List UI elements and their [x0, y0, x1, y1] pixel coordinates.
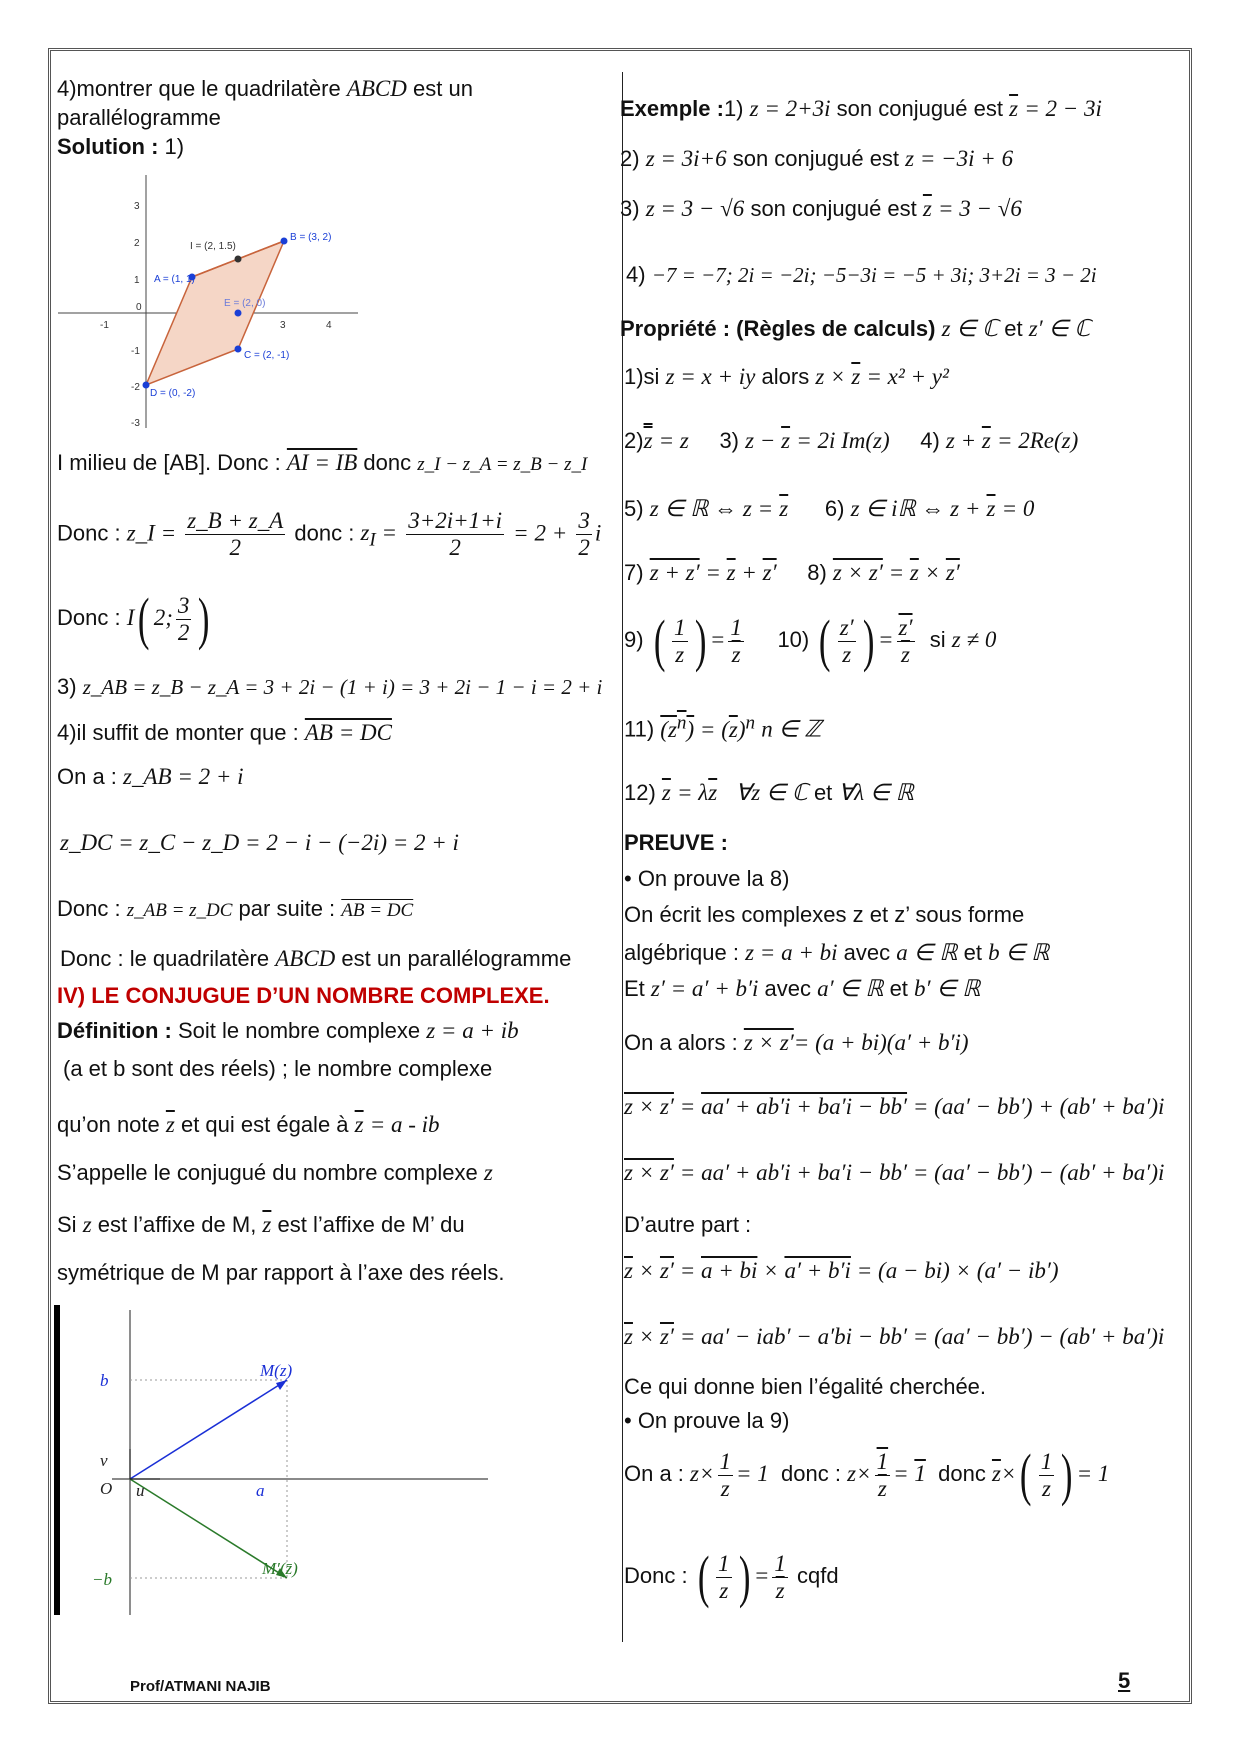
label-neg-b: −b — [92, 1570, 112, 1589]
y-tick: 3 — [134, 201, 140, 212]
proof-9-line: On a : z× $\frac{1}{z}$ = 1 donc : z× $\frac{1}{z}$ = 1 donc $\overline{z}\times$( $\frac{1}{z}$ ) = 1 — [624, 1442, 1110, 1507]
definition: Définition : Soit le nombre complexe z = a + ib — [57, 1018, 519, 1043]
y-tick: 2 — [134, 238, 140, 249]
footer-author: Prof/ATMANI NAJIB — [130, 1678, 271, 1695]
label-d: D = (0, -2) — [150, 388, 196, 399]
example-4: 4) −7 = −7; 2i = −2i; −5−3i = −5 + 3i; 3+2i = 3 − 2i — [626, 262, 1097, 287]
y-tick: -1 — [131, 346, 140, 357]
properties-7-8: 7) $z + z' = \overline{z} + z'$ 8) $z \times z' = \overline{z} \times z'$ — [624, 560, 960, 585]
label-u: u — [136, 1481, 145, 1500]
property-heading: Propriété : (Règles de calculs) z ∈ ℂ et z′ ∈ ℂ — [620, 316, 1091, 341]
solution-heading: Solution : 1) — [57, 134, 185, 159]
label-i: I = (2, 1.5) — [190, 241, 236, 252]
label-origin: O — [100, 1479, 113, 1498]
column-divider — [622, 72, 623, 1642]
proof-text-3: Et z′ = a′ + b′i avec a′ ∈ ℝ et b′ ∈ ℝ — [624, 976, 981, 1001]
x-tick: -1 — [100, 320, 109, 331]
y-tick: -2 — [131, 382, 140, 393]
proof-text-2: algébrique : z = a + bi avec a ∈ ℝ et b ∈ ℝ — [624, 940, 1050, 965]
ce-qui-donne: Ce qui donne bien l’égalité cherchée. — [624, 1374, 987, 1399]
conjugate-figure — [52, 1300, 492, 1620]
properties-2-4: 2)z = z 3) $z - \overline{z} = 2i$ Im(z) 4) $z + \overline{z} = 2Re(z)$ — [624, 428, 1079, 453]
point-e — [235, 310, 242, 317]
proof-8-heading: • On prouve la 8) — [624, 866, 790, 891]
definition-line6: symétrique de M par rapport à l’axe des réels. — [57, 1260, 505, 1285]
preuve-heading: PREUVE : — [624, 830, 728, 855]
label-a: A = (1, 1) — [154, 274, 195, 285]
proof-text-1: On écrit les complexes z et z’ sous forme — [624, 902, 1025, 927]
dautre-part: D’autre part : — [624, 1212, 752, 1237]
x-tick: 4 — [326, 320, 332, 331]
y-tick: -3 — [131, 418, 140, 429]
example-2: 2) z = 3i+6 son conjugué est z = −3i + 6 — [620, 146, 1014, 171]
definition-line3: qu’on note $\overline{z}$ et qui est égale à $\overline{z} = a$ - ib — [57, 1112, 440, 1137]
properties-9-10: 9) ( $\frac{1}{z}$ ) = $\frac{1}{z}$ 10) ( $\frac{z'}{z}$ ) = $\frac{z'}{z}$ si z ≠ 0 — [624, 608, 997, 673]
proof-9-heading: • On prouve la 9) — [624, 1408, 790, 1433]
z-ab-line: On a : z_AB = 2 + i — [57, 764, 244, 789]
label-b: b — [100, 1371, 109, 1390]
property-11: 11) $(z^n) = (\overline{z})^n$ n ∈ ℤ — [624, 712, 822, 742]
definition-line5: Si z est l’affixe de M, $\overline{z}$ est l’affixe de M’ du — [57, 1212, 465, 1237]
proof-line-3: $\overline{z} \times z' = a$ + bi × a′ + b′i = (a − bi) × (a′ − ib′) — [624, 1258, 1059, 1283]
vector-om — [130, 1380, 287, 1479]
label-c: C = (2, -1) — [244, 350, 290, 361]
section-title: IV) LE CONJUGUE D’UN NOMBRE COMPLEXE. — [57, 983, 550, 1008]
question-4: 4)montrer que le quadrilatère ABCD est un — [57, 76, 473, 101]
z-dc-line: z_DC = z_C − z_D = 2 − i − (−2i) = 2 + i — [60, 830, 459, 855]
question-4-line2: parallélogramme — [57, 105, 221, 130]
point-d — [143, 382, 150, 389]
label-v: v — [100, 1451, 108, 1470]
zi-computation: Donc : z_I = $\frac{z\_B + z\_A}{2}$ donc : $z_I$ = $\frac{3+2i+1+i}{2}$ = 2 + $\frac{3}{2}$ i — [57, 508, 602, 560]
proof-line-4: $\overline{z} \times z' = aa' - iab' - a'bi - bb' = (aa' - bb') - (ab' + ba')i$ — [624, 1324, 1165, 1349]
proof-line-1: z × z′ = aa′ + ab′i + ba′i − bb′ = (aa′ − bb′) + (ab′ + ba′)i — [624, 1094, 1165, 1119]
example-1: Exemple :1) z = 2+3i son conjugué est $\overline{z} = 2 - 3i$ — [620, 96, 1102, 121]
property-12: 12) $\overline{z} = \lambda\overline{z}$ ∀z ∈ ℂ et ∀λ ∈ ℝ — [624, 780, 914, 805]
page-number: 5 — [1118, 1668, 1131, 1693]
q3-line: 3) z_AB = z_B − z_A = 3 + 2i − (1 + i) = 3 + 2i − 1 − i = 2 + i — [57, 674, 603, 699]
x-tick: 3 — [280, 320, 286, 331]
parallelogram-graph — [58, 170, 374, 430]
point-b — [281, 238, 288, 245]
properties-5-6: 5) z ∈ ℝ ⇔ $z = \overline{z}$ 6) z ∈ iℝ ⇔ $z + \overline{z} = 0$ — [624, 496, 1035, 521]
proof-line-2: z × z′ = aa′ + ab′i + ba′i − bb′ = (aa′ − bb′) − (ab′ + ba′)i — [624, 1160, 1165, 1185]
point-c — [235, 346, 242, 353]
y-tick: 0 — [136, 302, 142, 313]
definition-line4: S’appelle le conjugué du nombre complexe z — [57, 1160, 493, 1185]
milieu-line: I milieu de [AB]. Donc : AI = IB donc z_I − z_A = z_B − z_I — [57, 450, 588, 475]
property-1: 1)si z = x + iy alors $z \times \overline{z} = x^2 + y^2$ — [624, 364, 949, 389]
label-e: E = (2, 0) — [224, 298, 266, 309]
definition-line2: (a et b sont des réels) ; le nombre complexe — [63, 1056, 493, 1081]
label-b: B = (3, 2) — [290, 232, 332, 243]
proof-alors: On a alors : z × z′= (a + bi)(a′ + b′i) — [624, 1030, 969, 1055]
label-m-prime: M′(z̄) — [262, 1559, 298, 1578]
point-i — [235, 256, 242, 263]
label-a: a — [256, 1481, 265, 1500]
conclusion: Donc : le quadrilatère ABCD est un parallélogramme — [60, 946, 572, 971]
y-tick: 1 — [134, 275, 140, 286]
donc-vec-line: Donc : z_AB = z_DC par suite : AB = DC — [57, 896, 414, 921]
point-i-coords: Donc : I( 2; $\frac{3}{2}$ ) — [57, 586, 210, 651]
label-m: M(z) — [260, 1361, 293, 1380]
example-3: 3) z = 3 − √6 son conjugué est $\overline{z} = 3 - √6$ — [620, 196, 1022, 221]
q4b-line: 4)il suffit de monter que : AB = DC — [57, 720, 392, 745]
final-line: Donc : ( $\frac{1}{z}$ ) = $\frac{1}{z}$ cqfd — [624, 1544, 839, 1609]
